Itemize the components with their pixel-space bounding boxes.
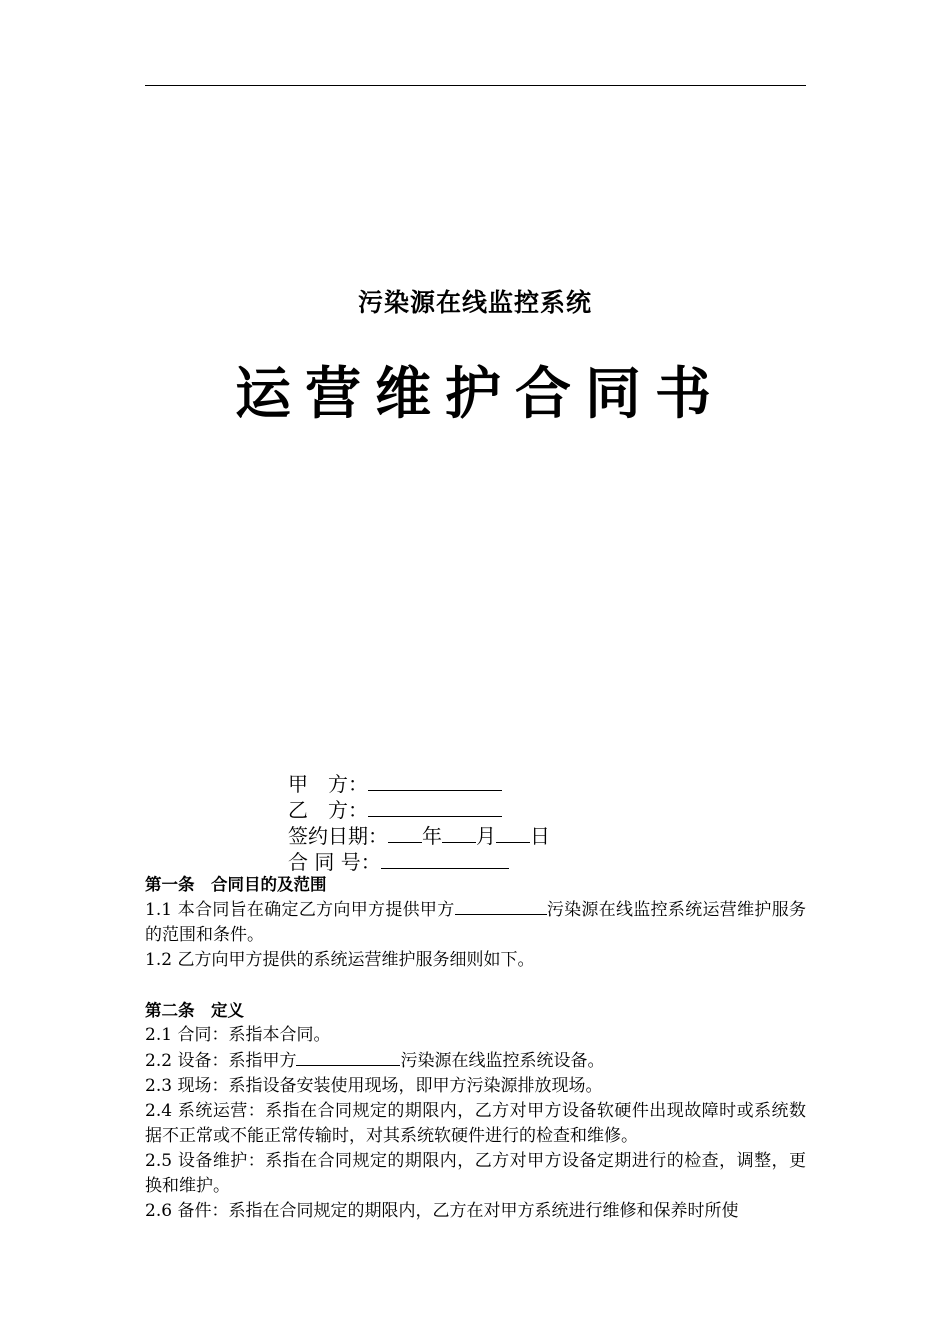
article-2-4: 2.4 系统运营：系指在合同规定的期限内，乙方对甲方设备软硬件出现故障时或系统数据不正常或不能正常传输时，对其系统软硬件进行的检查和维修。: [145, 1101, 806, 1146]
year-label: 年: [422, 824, 442, 848]
article-2-2-text-a: 2.2 设备：系指甲方: [145, 1051, 297, 1071]
header-rule: [145, 85, 806, 86]
sign-date-line: [288, 822, 550, 848]
day-label: 日: [530, 824, 550, 848]
article-2-2-text-b: 污染源在线监控系统设备。: [400, 1051, 605, 1071]
contract-fields: [288, 770, 550, 874]
article-2-1: 2.1 合同：系指本合同。: [145, 1025, 331, 1045]
article-1-1: [145, 897, 806, 948]
cover-title: 运营维护合同书: [235, 362, 725, 427]
party-b-label: 乙 方：: [288, 798, 368, 822]
month-blank: [442, 822, 476, 843]
article-1-2: 1.2 乙方向甲方提供的系统运营维护服务细则如下。: [145, 950, 535, 970]
article-2-heading: 第二条 定义: [145, 1001, 244, 1020]
cover-subtitle: 污染源在线监控系统: [357, 288, 592, 317]
month-label: 月: [476, 824, 496, 848]
contract-no-blank: [381, 848, 509, 869]
contract-body: [145, 872, 806, 1224]
contract-no-label: 合 同 号：: [288, 850, 381, 874]
party-b-blank: [368, 796, 502, 817]
article-1-1-blank: [455, 897, 547, 915]
party-a-blank: [368, 770, 502, 791]
year-blank: [388, 822, 422, 843]
section-gap: [145, 973, 806, 998]
contract-no-line: [288, 848, 550, 874]
article-2-2-blank: [296, 1048, 400, 1066]
article-1-1-text-b: 污染源在线监控系统运营维护服务的范围和条件。: [145, 900, 806, 945]
party-a-label: 甲 方：: [288, 772, 368, 796]
article-2-6: 2.6 备件：系指在合同规定的期限内，乙方在对甲方系统进行维修和保养时所使: [145, 1201, 739, 1221]
article-2-2: [145, 1048, 806, 1074]
article-2-3: 2.3 现场：系指设备安装使用现场，即甲方污染源排放现场。: [145, 1076, 603, 1096]
article-1-1-text-a: 1.1 本合同旨在确定乙方向甲方提供甲方: [145, 900, 455, 920]
article-2-5: 2.5 设备维护：系指在合同规定的期限内，乙方对甲方设备定期进行的检查，调整，更换和维护。: [145, 1151, 806, 1196]
day-blank: [496, 822, 530, 843]
party-b-line: [288, 796, 550, 822]
sign-date-label: 签约日期：: [288, 824, 388, 848]
party-a-line: [288, 770, 550, 796]
article-1-heading: 第一条 合同目的及范围: [145, 875, 327, 894]
